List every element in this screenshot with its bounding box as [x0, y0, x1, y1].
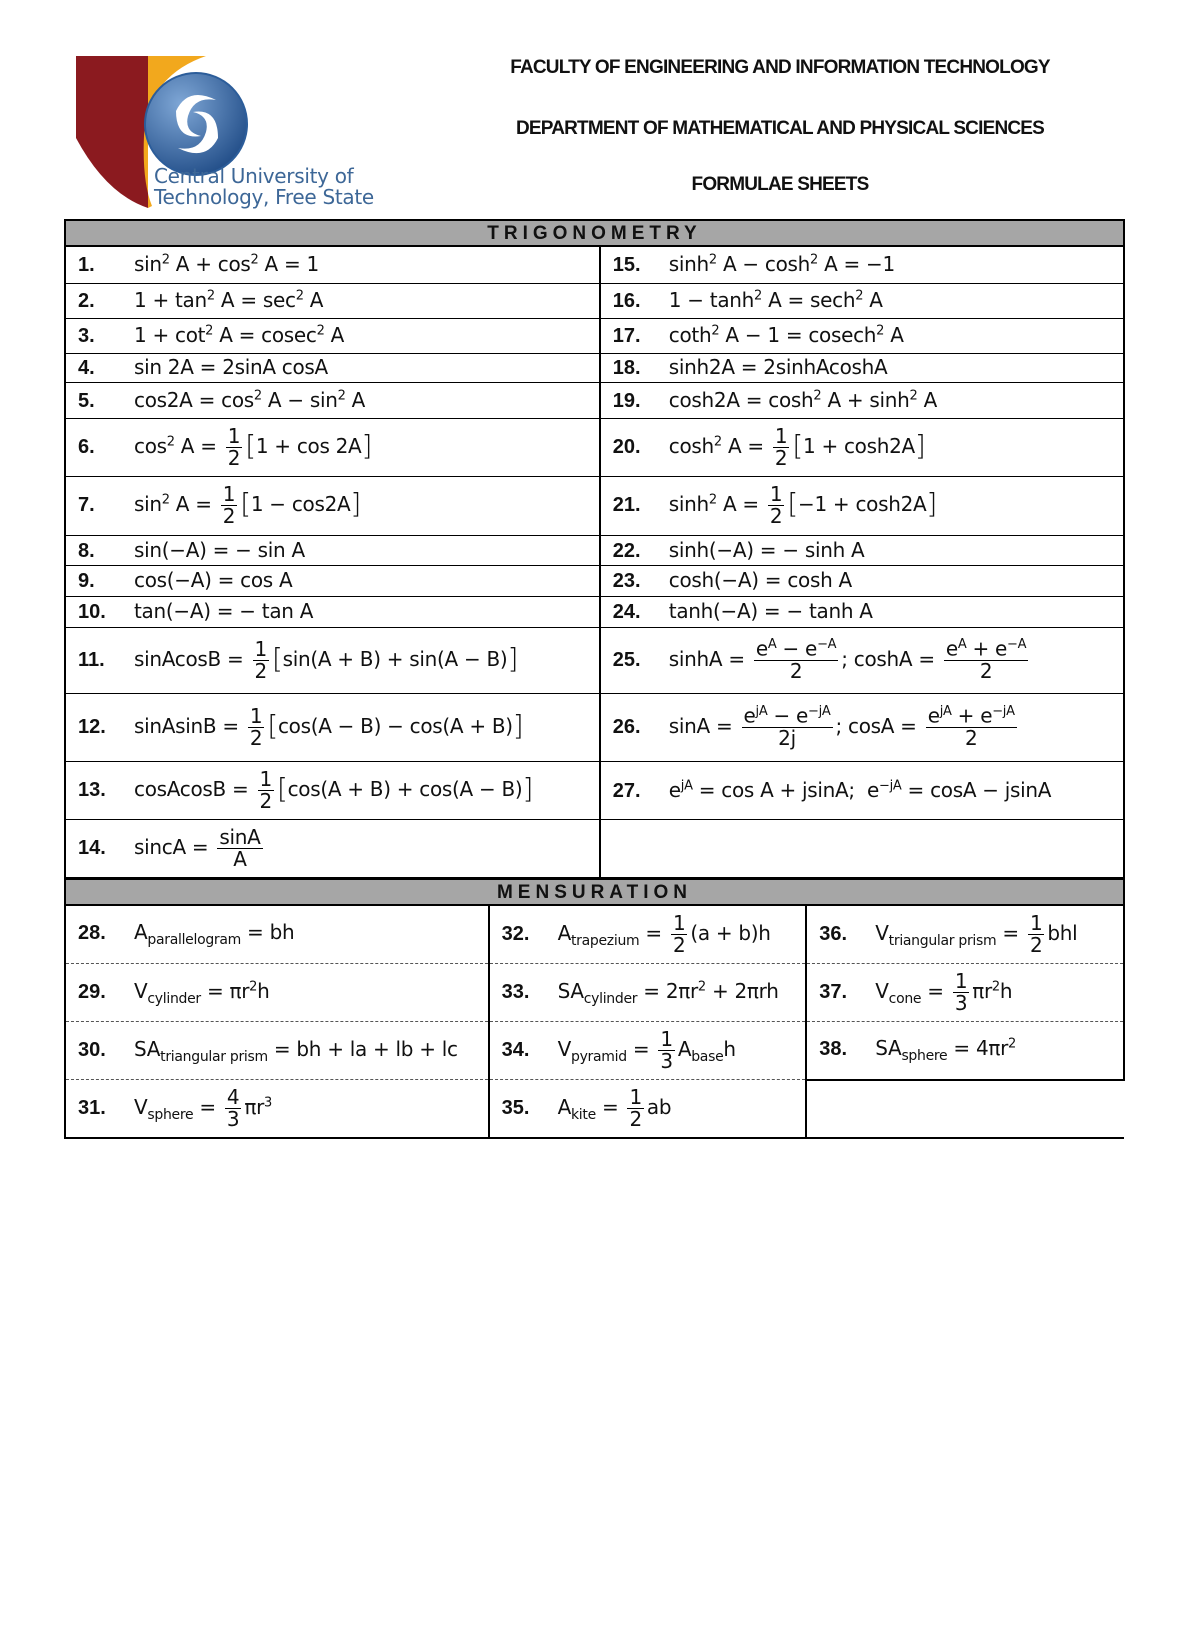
formula-15: 15. $\sinh^2 A - \cosh^2 A = -1$ [600, 247, 1124, 283]
formula-18: 18. sinh2A = 2sinhAcoshA [600, 353, 1124, 382]
formula-19: 19. $\cosh 2A = \cosh^2 A + \sinh^2 A$ [600, 382, 1124, 418]
formula-3: 3. $1 + \cot^2 A = cosec^2$ A [65, 318, 600, 353]
formula-35: 35. $A_{kite}$ = $\frac{1}{2}$ ab [489, 1080, 807, 1138]
formula-sheet [64, 219, 1125, 1139]
formula-14: 14. sincA = $\frac{\sin A}{A}$ [65, 819, 600, 877]
sheet-title: FORMULAE SHEETS [691, 174, 869, 195]
formula-23: 23. cosh(−A) = cosh A [600, 565, 1124, 596]
formula-32: 32. $A_{trapezium}$ = $\frac{1}{2}$ (a + b)h [489, 906, 807, 964]
section-mensuration: MENSURATION [64, 878, 1125, 906]
formula-12: 12. sinAsinB = $\frac{1}{2}$ [cos(A − B) − cos(A + B)] [65, 693, 600, 761]
formula-6: 6. $\cos^2 A$ = $\frac{1}{2}$ [1 + cos 2A] [65, 418, 600, 476]
formula-20: 20. $\cosh^2 A$ = $\frac{1}{2}$ [1 + cosh2A] [600, 418, 1124, 476]
formula-16: 16. $1 - \tanh^2 A = \sec h^2$ A [600, 283, 1124, 318]
formula-27: 27. $e^{jA} = \cos A + jsinA$; $e^{-jA} = \cos A - jsinA$ [600, 761, 1124, 819]
formula-26: 26. sinA = $\frac{e^{jA} - e^{-jA}}{2j}$ ; cosA = $\frac{e^{jA} + e^{-jA}}{2}$ [600, 693, 1124, 761]
formula-11: 11. sinAcosB = $\frac{1}{2}$ [sin(A + B) + sin(A − B)] [65, 627, 600, 693]
formula-30: 30. $SA_{triangular prism}$ = bh + la + lb + lc [65, 1022, 489, 1080]
formula-17: 17. coth$^2$ A − 1 = cosech$^2$ A [600, 318, 1124, 353]
logo-wordmark [154, 166, 374, 208]
empty-cell [600, 819, 1124, 877]
formula-38: 38. $SA_{sphere} = 4\pi r^2$ [806, 1022, 1124, 1080]
formula-31: 31. $V_{sphere}$ = $\frac{4}{3}$ $\pi r^3$ [65, 1080, 489, 1138]
formula-5: 5. $\cos 2A = \cos^2 A - \sin^2 A$ [65, 382, 600, 418]
formula-7: 7. $\sin^2 A$ = $\frac{1}{2}$ [1 − cos2A] [65, 476, 600, 535]
formula-37: 37. $V_{cone}$ = $\frac{1}{3}$ $\pi r^2h$ [806, 964, 1124, 1022]
formula-13: 13. cosAcosB = $\frac{1}{2}$ [cos(A + B) + cos(A − B)] [65, 761, 600, 819]
logo-line-2: Technology, Free State [154, 185, 374, 209]
formula-34: 34. $V_{pyramid}$ = $\frac{1}{3}$ $A_{base}h$ [489, 1022, 807, 1080]
formula-33: 33. $SA_{cylinder} = 2\pi r^2 + 2\pi rh$ [489, 964, 807, 1022]
empty-cell [806, 1080, 1124, 1138]
formula-29: 29. $V_{cylinder} = \pi r^2h$ [65, 964, 489, 1022]
formula-22: 22. sinh(−A) = − sinh A [600, 535, 1124, 565]
formula-24: 24. tanh(−A) = − tanh A [600, 596, 1124, 627]
mensuration-table [64, 906, 1125, 1139]
formula-25: 25. sinhA = $\frac{e^A - e^{-A}}{2}$ ; coshA = $\frac{e^A + e^{-A}}{2}$ [600, 627, 1124, 693]
formula-1: 1. $\sin^2 A + \cos^2 A = 1$ [65, 247, 600, 283]
formula-8: 8. sin(−A) = − sin A [65, 535, 600, 565]
formula-2: 2. $1 + \tan^2 A = \sec^2 A$ [65, 283, 600, 318]
trig-table [64, 247, 1125, 878]
section-trigonometry: TRIGONOMETRY [64, 219, 1125, 247]
department-heading: DEPARTMENT OF MATHEMATICAL AND PHYSICAL SCIENCES [515, 118, 1045, 139]
formula-21: 21. $\sinh^2 A$ = $\frac{1}{2}$ [−1 + cosh2A] [600, 476, 1124, 535]
formula-36: 36. $V_{triangular prism}$ = $\frac{1}{2}$ bhl [806, 906, 1124, 964]
formula-9: 9. cos(−A) = cos A [65, 565, 600, 596]
formula-10: 10. tan(−A) = − tan A [65, 596, 600, 627]
formula-4: 4. sin 2A = 2sinA cosA [65, 353, 600, 382]
logo-line-1: Central University of [154, 164, 354, 188]
faculty-heading: FACULTY OF ENGINEERING AND INFORMATION TECHNOLOGY [510, 57, 1050, 78]
formula-28: 28. $A_{parallelogram}$ = bh [65, 906, 489, 964]
